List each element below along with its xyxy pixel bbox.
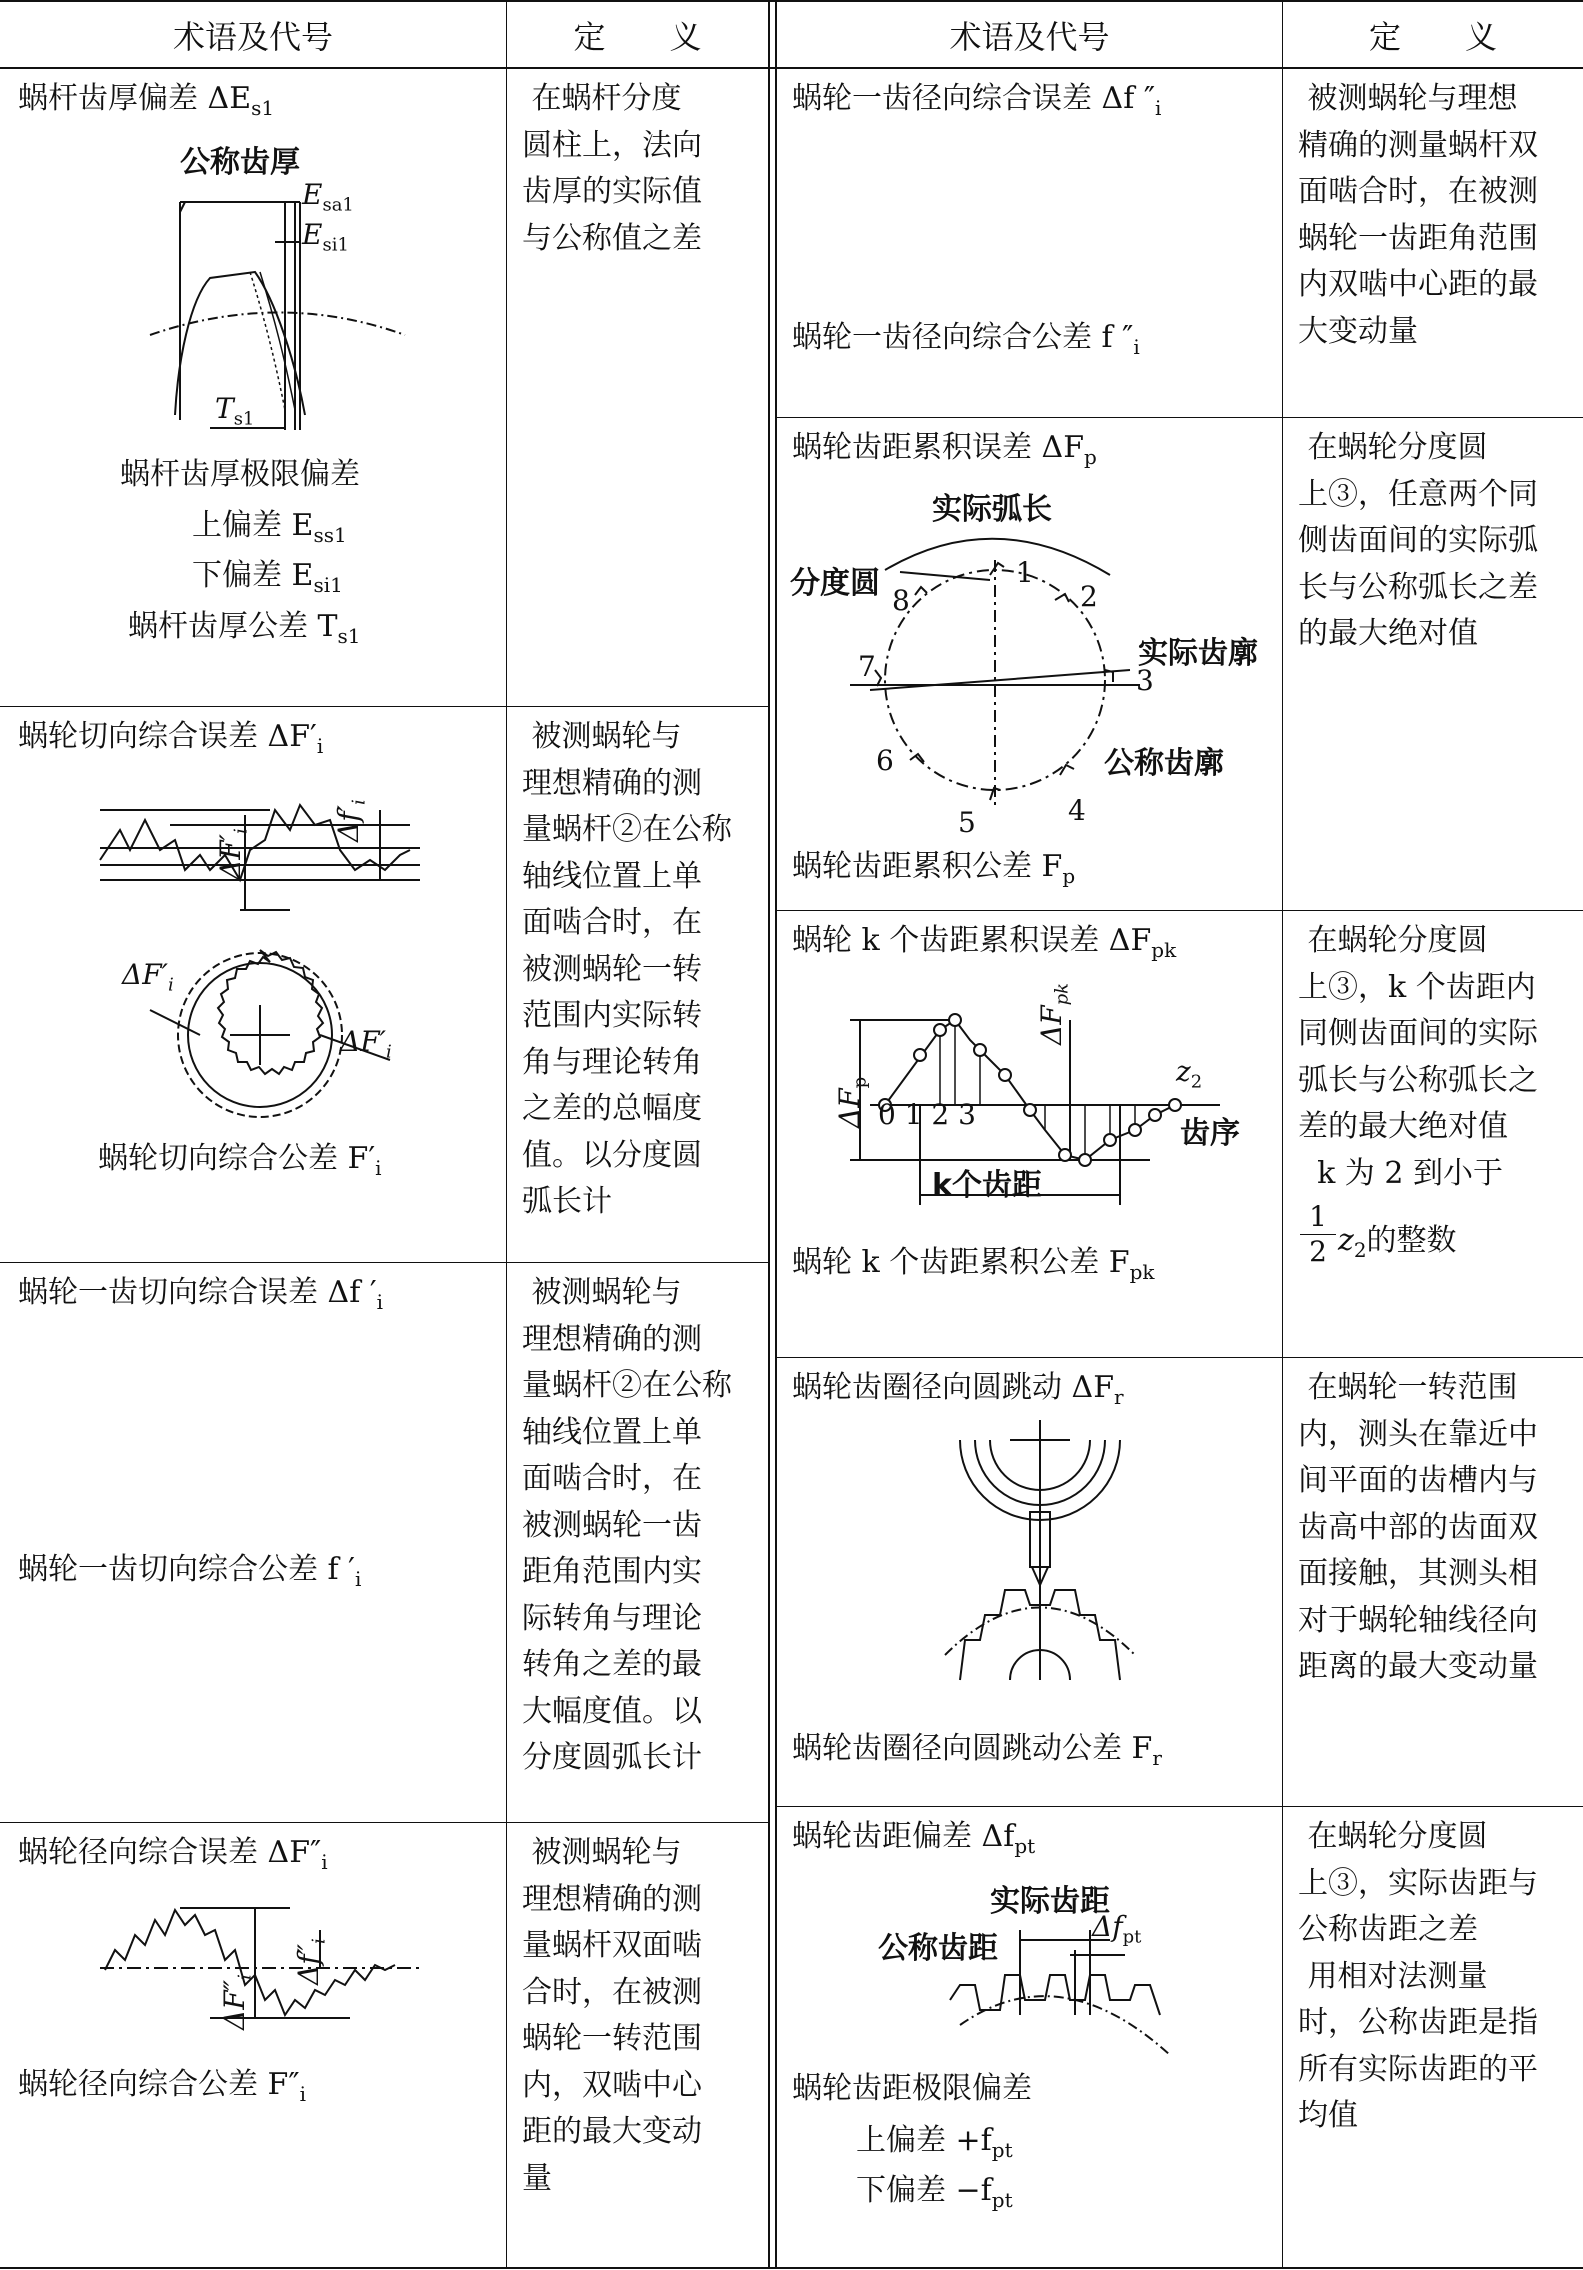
definition-left-3: 被测蜗轮与 理想精确的测 量蜗杆双面啮 合时，在被测 蜗轮一转范围 内，双啮中心 距的最大变动 量 xyxy=(522,1835,702,2196)
term-radial-runout: 蜗轮齿圈径向圆跳动 $\Delta F_r$ xyxy=(792,1370,1124,1409)
header-def-right: 定 义 xyxy=(1368,18,1497,56)
tangential-error-curve-diagram xyxy=(90,770,420,930)
extra-pitch-1: 上偏差 $+f_{pt}$ xyxy=(856,2123,1013,2162)
label-nominal-thickness: 公称齿厚 xyxy=(180,145,300,180)
tolerance-tangential: 蜗轮切向综合公差 $F'_i$ xyxy=(98,1141,382,1180)
extra-0-0: 蜗杆齿厚极限偏差 xyxy=(120,457,360,492)
label-nominal-pitch: 公称齿距 xyxy=(878,1931,998,1966)
label-delta-F-i-big: $\Delta F'_i$ xyxy=(214,828,252,880)
tolerance-radial-composite: 蜗轮径向综合公差 $F''_i$ xyxy=(18,2067,306,2106)
label-actual-arc: 实际弧长 xyxy=(932,492,1052,527)
label-delta-fpt: $\Delta f_{pt}$ xyxy=(1092,1910,1142,1948)
pitch-num-3: 3 xyxy=(1136,664,1154,697)
header-term-left: 术语及代号 xyxy=(172,18,333,56)
definition-right-1: 在蜗轮分度圆 上③，任意两个同 侧齿面间的实际弧 长与公称弧长之差 的最大绝对值 xyxy=(1298,430,1538,651)
label-k-pitches: k个齿距 xyxy=(932,1168,1042,1203)
extra-0-3: 蜗杆齿厚公差 $T_{s1}$ xyxy=(128,609,361,648)
label-ts1: $T_{s1}$ xyxy=(215,392,255,430)
extra-0-2: 下偏差 $E_{si1}$ xyxy=(192,558,343,597)
label-delta-F-ii: $\Delta F''_i$ xyxy=(218,1974,256,2030)
extra-0-1: 上偏差 $E_{ss1}$ xyxy=(192,508,347,547)
tolerance-single-tooth-radial: 蜗轮一齿径向综合公差 f $''_i$ xyxy=(792,320,1140,359)
extra-pitch-0: 蜗轮齿距极限偏差 xyxy=(792,2071,1032,2106)
fraction-tail: $z_2$的整数 xyxy=(1338,1223,1457,1262)
tolerance-cumulative-pitch: 蜗轮齿距累积公差 $F_p$ xyxy=(792,849,1076,888)
label-actual-profile: 实际齿廓 xyxy=(1138,636,1258,671)
definition-right-4: 在蜗轮分度圆 上③，实际齿距与 公称齿距之差 用相对法测量 时，公称齿距是指 所有实际齿距的平 均值 xyxy=(1298,1819,1538,2133)
term-single-tooth-tangential-error: 蜗轮一齿切向综合误差 Δf $'_i$ xyxy=(18,1275,384,1314)
label-delta-f-ii: $\Delta f''_i$ xyxy=(292,1938,330,1985)
label-esa1: $E_{sa1}$ xyxy=(302,178,354,216)
pitch-num-1: 1 xyxy=(1016,556,1034,589)
radial-runout-diagram xyxy=(940,1420,1140,1700)
definition-right-0: 被测蜗轮与理想 精确的测量蜗杆双 面啮合时，在被测 蜗轮一齿距角范围 内双啮中心距的最 大变动量 xyxy=(1298,81,1538,349)
term-k-pitch-error: 蜗轮 k 个齿距累积误差 $\Delta F_{pk}$ xyxy=(792,923,1177,962)
definition-left-2: 被测蜗轮与 理想精确的测 量蜗杆②在公称 轴线位置上单 面啮合时，在 被测蜗轮一齿 距角范围内实 际转角与理论 转角之差的最 大幅度值。以 分度圆弧长计 xyxy=(522,1275,732,1775)
definition-right-2: 在蜗轮分度圆 上③，k 个齿距内 同侧齿面间的实际 弧长与公称弧长之 差的最大绝对值 k 为 2 到小于 xyxy=(1298,923,1538,1191)
label-nominal-profile: 公称齿廓 xyxy=(1104,746,1224,781)
worm-tooth-thickness-diagram xyxy=(150,160,410,430)
label-actual-pitch: 实际齿距 xyxy=(990,1884,1110,1919)
label-delta-F-i-right: $\Delta F'_i$ xyxy=(340,1025,392,1063)
pitch-num-4: 4 xyxy=(1068,794,1086,827)
term-worm-wheel-tangential-error: 蜗轮切向综合误差 $\Delta F'_i$ xyxy=(18,719,324,758)
term-pitch-deviation: 蜗轮齿距偏差 $\Delta f_{pt}$ xyxy=(792,1819,1036,1858)
radial-error-curve-diagram xyxy=(100,1890,420,2050)
tolerance-single-tooth-tangential: 蜗轮一齿切向综合公差 f $'_i$ xyxy=(18,1552,362,1591)
label-delta-F-i-left: $\Delta F'_i$ xyxy=(122,958,174,996)
tolerance-k-pitch: 蜗轮 k 个齿距累积公差 $F_{pk}$ xyxy=(792,1245,1155,1284)
fraction-half-z2: 1 2 xyxy=(1300,1200,1336,1269)
label-tooth-ticks: 0 1 2 3 xyxy=(878,1098,976,1131)
definition-right-3: 在蜗轮一转范围 内，测头在靠近中 间平面的齿槽内与 齿高中部的齿面双 面接触，其测头相 对于蜗轮轴线径向 距离的最大变动量 xyxy=(1298,1370,1538,1684)
label-delta-f-i-small: $\Delta f'_i$ xyxy=(332,799,370,842)
pitch-num-5: 5 xyxy=(958,806,976,839)
label-pitch-circle: 分度圆 xyxy=(790,566,880,601)
header-term-right: 术语及代号 xyxy=(949,18,1110,56)
pitch-deviation-diagram xyxy=(950,1915,1180,2055)
pitch-num-2: 2 xyxy=(1080,580,1098,613)
extra-pitch-2: 下偏差 $-f_{pt}$ xyxy=(856,2173,1013,2212)
term-single-tooth-radial-error: 蜗轮一齿径向综合误差 Δf $''_i$ xyxy=(792,81,1162,120)
pitch-num-6: 6 xyxy=(876,744,894,777)
definition-left-1: 被测蜗轮与 理想精确的测 量蜗杆②在公称 轴线位置上单 面啮合时，在 被测蜗轮一转 范围内实际转 角与理论转角 之差的总幅度 值。以分度圆 弧长计 xyxy=(522,719,732,1219)
pitch-num-8: 8 xyxy=(892,584,910,617)
label-z2: $z_2$ xyxy=(1176,1055,1203,1093)
term-radial-composite-error: 蜗轮径向综合误差 $\Delta F''_i$ xyxy=(18,1835,328,1874)
label-tooth-order: 齿序 xyxy=(1180,1116,1240,1151)
header-def-left: 定 义 xyxy=(573,18,702,56)
label-delta-Fp: $\Delta F_p$ xyxy=(833,1076,871,1128)
tolerance-radial-runout: 蜗轮齿圈径向圆跳动公差 $F_r$ xyxy=(792,1731,1162,1770)
label-delta-Fpk: $\Delta F_{pk}$ xyxy=(1035,982,1073,1045)
pitch-num-7: 7 xyxy=(858,650,876,683)
term-cumulative-pitch-error: 蜗轮齿距累积误差 $\Delta F_p$ xyxy=(792,430,1097,469)
label-esi1: $E_{si1}$ xyxy=(302,218,349,256)
definition-left-0: 在蜗杆分度 圆柱上，法向 齿厚的实际值 与公称值之差 xyxy=(522,81,702,256)
term-worm-thickness-deviation: 蜗杆齿厚偏差 $\Delta E_{s1}$ xyxy=(18,81,275,120)
